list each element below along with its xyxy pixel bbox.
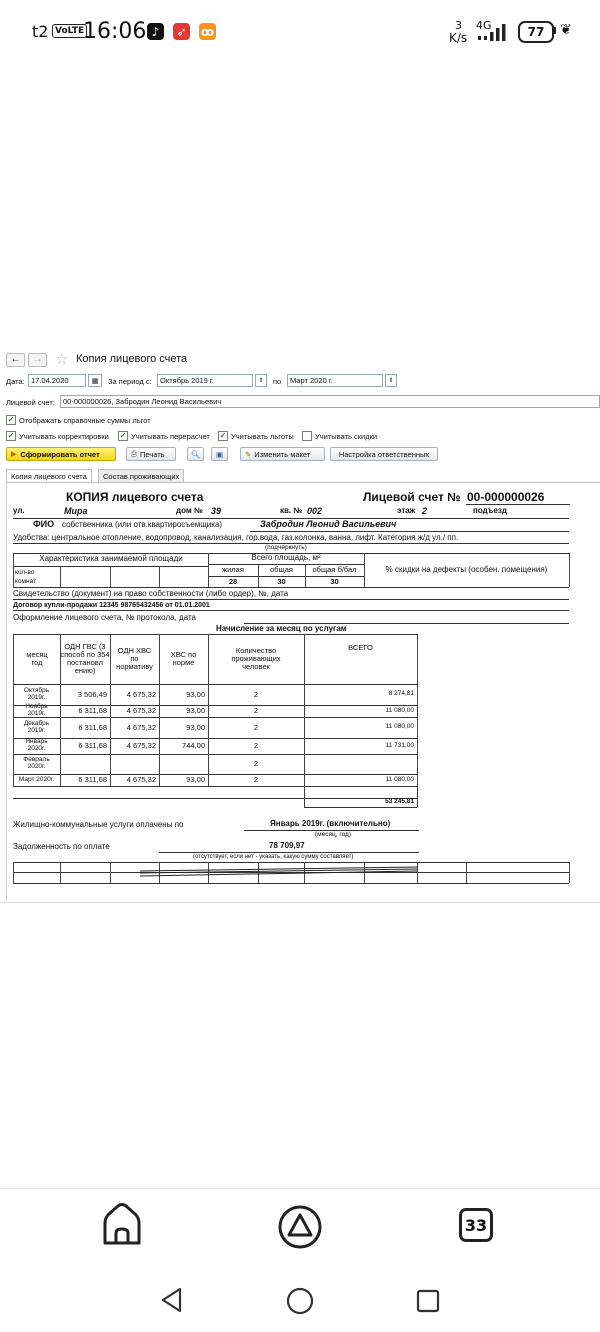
row-odn-gvs: 6 311,68 <box>78 722 107 732</box>
charges-title: Начисление за месяц по услугам <box>216 624 347 633</box>
row-odn-hvs: 4 675,32 <box>126 706 156 716</box>
row-odn-gvs: 6 311,68 <box>78 775 107 785</box>
row-odn-hvs <box>110 754 159 774</box>
total-nb-value: 30 <box>330 576 339 586</box>
row-total: 11 080,00 <box>385 706 414 714</box>
row-residents: 2 <box>253 722 259 732</box>
date-label: Дата: <box>6 377 25 386</box>
period-from-field[interactable] <box>157 374 253 387</box>
battery-icon <box>518 21 554 43</box>
back-button[interactable]: ← <box>6 353 25 367</box>
printer-icon: ⎙ <box>131 449 137 458</box>
period-to-field[interactable] <box>287 374 383 387</box>
preview-button[interactable] <box>187 447 204 461</box>
grand-total: 53 245,81 <box>385 798 414 806</box>
period-from-label: За период с: <box>108 377 152 386</box>
speed-value: 3 <box>455 19 462 32</box>
system-back-button[interactable] <box>160 1287 184 1313</box>
living-value: 28 <box>228 576 238 586</box>
use-discounts-checkbox[interactable]: Учитывать скидки <box>302 431 377 441</box>
window-title: Копия лицевого счета <box>76 353 188 365</box>
row-month: Январь 2020г. <box>25 738 48 752</box>
debt-value: 78 709,97 <box>269 841 305 850</box>
debt-note: (отсутствует, если нет - указать, какую сумму составляет) <box>193 854 354 860</box>
row-residents: 2 <box>253 741 259 751</box>
checkbox-checked-icon: ✓ <box>7 431 15 440</box>
floor-label: этаж <box>397 506 416 515</box>
owner-label: собственника (или отв.квартиросъемщика) <box>62 520 223 529</box>
paid-label: Жилищно-коммунальные услуги оплачены по <box>13 820 184 829</box>
certificate-line: Свидетельство (документ) на право собственности (либо ордер), №, дата <box>13 589 289 598</box>
row-odn-hvs: 4 675,32 <box>126 689 156 699</box>
account-label: Лицевой счет: <box>6 398 55 407</box>
row-total <box>304 754 417 774</box>
flat-value: 002 <box>307 506 323 516</box>
battery-tip <box>553 27 556 34</box>
area-header: Характеристика занимаемой площади <box>39 554 183 564</box>
row-odn-hvs: 4 675,32 <box>126 722 156 732</box>
account-title: Лицевой счет № <box>363 490 461 504</box>
discount-header: % скидки на дефекты (особен. помещения) <box>385 564 548 574</box>
rooms-label-2: комнат <box>15 578 37 585</box>
bottom-divider <box>0 1188 600 1189</box>
report-sheet <box>0 488 600 888</box>
entrance-label: подъезд <box>473 506 507 515</box>
use-corrections-checkbox[interactable]: ✓ Учитывать корректировки <box>7 431 109 441</box>
floppy-icon: ▣ <box>215 449 224 459</box>
flat-label: кв. № <box>280 506 303 515</box>
owner-name: Забродин Леонид Васильевич <box>260 519 397 529</box>
row-month: Октябрь 2019г. <box>23 686 50 701</box>
col-residents: Количество проживающих человек <box>231 646 281 671</box>
carrier: t2 <box>32 22 49 41</box>
total-area-header: Всего площадь, м² <box>251 553 321 563</box>
row-hvs: 93,00 <box>186 722 205 732</box>
volte-badge: VoLTE <box>52 24 87 38</box>
col-hvs: ХВС по норме <box>170 650 197 667</box>
street-label: ул. <box>13 506 25 515</box>
use-recalc-checkbox[interactable]: ✓ Учитывать перерасчет <box>119 431 210 441</box>
system-home-button[interactable] <box>286 1287 314 1315</box>
speed-unit: K/s <box>449 31 468 45</box>
tab-divider <box>6 482 600 483</box>
row-total: 11 731,00 <box>385 741 414 749</box>
checkbox-empty-icon <box>302 431 312 441</box>
amenities-line: Удобства: центральное отопление, водопровод, канализация, гор.вода, газ.колонка, ванна, лифт. Категория ж/д ул./ пп. <box>13 533 459 542</box>
account-field[interactable] <box>60 395 600 408</box>
period-from-spinner[interactable]: ⇕ <box>255 374 267 387</box>
print-button[interactable]: ⎙ Печать <box>126 447 176 461</box>
play-icon: ▶ <box>11 451 17 458</box>
home-button[interactable] <box>101 1203 143 1247</box>
calendar-icon: ▦ <box>91 377 99 385</box>
account-value: 00-000000026, Забродин Леонид Васильевич <box>63 397 222 406</box>
row-odn-gvs: 6 311,68 <box>78 741 107 751</box>
date-field[interactable] <box>28 374 86 387</box>
app-red-icon: ➶ <box>173 23 190 40</box>
status-bar <box>0 0 600 62</box>
favorite-star-icon[interactable]: ☆ <box>55 351 69 368</box>
row-odn-gvs: 3 506,49 <box>77 689 107 699</box>
registration-line: Оформление лицевого счета, № протокола, дата <box>13 613 196 622</box>
row-total: 8 274,81 <box>388 690 414 698</box>
leaf-icon: ❦ <box>560 22 572 38</box>
checkbox-checked-icon: ✓ <box>119 431 127 440</box>
paid-value: Январь 2019г. (включительно) <box>270 819 391 828</box>
system-recents-button[interactable] <box>416 1289 440 1313</box>
house-label: дом № <box>176 506 203 515</box>
tab-account-copy[interactable]: Копия лицевого счета <box>6 469 92 482</box>
period-to-spinner[interactable]: ⇕ <box>385 374 397 387</box>
total-nb-label: общая б/бал <box>312 565 357 575</box>
signal-icon <box>476 22 512 42</box>
tab-residents[interactable]: Состав проживающих <box>98 469 184 482</box>
col-month: месяц год <box>26 650 48 667</box>
row-total: 11 080,00 <box>385 775 414 783</box>
checkbox-checked-icon: ✓ <box>219 431 227 440</box>
row-residents: 2 <box>253 689 259 699</box>
row-odn-gvs: 6 311,68 <box>78 706 107 716</box>
row-hvs <box>159 754 208 774</box>
show-benefits-checkbox[interactable]: ✓ Отображать справочные суммы льгот <box>7 415 151 425</box>
col-odn-gvs: ОДН ГВС (3 способ по 354 постановл ению) <box>60 642 110 675</box>
col-total: ВСЕГО <box>348 643 373 653</box>
period-to-label: по <box>273 377 282 386</box>
row-residents: 2 <box>253 759 259 769</box>
row-month: Март 2020г. <box>18 775 55 783</box>
report-title: КОПИЯ лицевого счета <box>66 490 204 504</box>
setup-responsible-button[interactable]: Настройка ответственных <box>330 447 438 461</box>
living-label: жилая <box>222 565 244 575</box>
row-odn-hvs: 4 675,32 <box>126 741 156 751</box>
period-to-value: Март 2020 г. <box>290 376 333 385</box>
street-value: Мира <box>64 506 88 516</box>
preview-icon: 🔍︎ <box>190 449 201 459</box>
row-month: Декабрь 2019г. <box>23 719 50 734</box>
generate-report-button[interactable]: ▶ Сформировать отчет <box>6 447 116 461</box>
period-from-value: Октябрь 2019 г. <box>160 376 214 385</box>
underline-note: (подчеркнуть) <box>265 544 307 551</box>
forward-button[interactable]: → <box>28 353 47 367</box>
row-month: Февраль 2020г. <box>23 756 50 770</box>
total-label: общая <box>270 565 293 575</box>
fio-label: ФИО <box>33 519 55 529</box>
checkbox-checked-icon: ✓ <box>7 415 15 424</box>
network-type: 4G <box>476 19 492 32</box>
use-benefits-checkbox[interactable]: ✓ Учитывать льготы <box>219 431 294 441</box>
ok-icon: ꝏ <box>200 24 215 39</box>
col-odn-hvs: ОДН ХВС по нормативу <box>116 646 153 671</box>
battery-level: 77 <box>527 25 545 39</box>
save-button[interactable] <box>211 447 228 461</box>
row-odn-hvs: 4 675,32 <box>126 775 156 785</box>
assistant-button[interactable] <box>277 1204 323 1250</box>
debt-label: Задолженность по оплате <box>13 842 110 851</box>
row-odn-gvs <box>60 754 110 774</box>
row-month: Ноябрь 2019г. <box>25 703 48 717</box>
row-residents: 2 <box>253 775 259 785</box>
clock: 16:06 <box>83 19 147 44</box>
edit-layout-button[interactable]: ✎ Изменить макет <box>240 447 325 461</box>
floor-value: 2 <box>422 506 428 516</box>
tabs-button[interactable] <box>459 1208 493 1242</box>
row-residents: 2 <box>253 706 259 716</box>
edit-icon: ✎ <box>245 449 252 459</box>
row-hvs: 93,00 <box>186 775 205 785</box>
account-number: 00-000000026 <box>467 490 545 504</box>
tiktok-icon: ♪ <box>147 23 164 40</box>
row-hvs: 93,00 <box>186 706 205 716</box>
rooms-label-1: кол-во <box>15 569 35 576</box>
paid-note: (месяц, год) <box>315 831 352 838</box>
tabs-count: 33 <box>464 1215 488 1235</box>
contract-line: Договор купли-продажи 12345 98765432456 от 01.01.2001 <box>13 602 210 609</box>
row-hvs: 744,00 <box>182 741 205 751</box>
strikethrough-lines <box>140 865 420 879</box>
date-value: 17.04.2020 <box>31 376 69 385</box>
row-hvs: 93,00 <box>186 689 205 699</box>
house-value: 39 <box>211 506 222 516</box>
total-value: 30 <box>277 576 286 586</box>
calendar-button[interactable] <box>88 374 102 387</box>
row-total: 11 080,00 <box>385 723 414 731</box>
